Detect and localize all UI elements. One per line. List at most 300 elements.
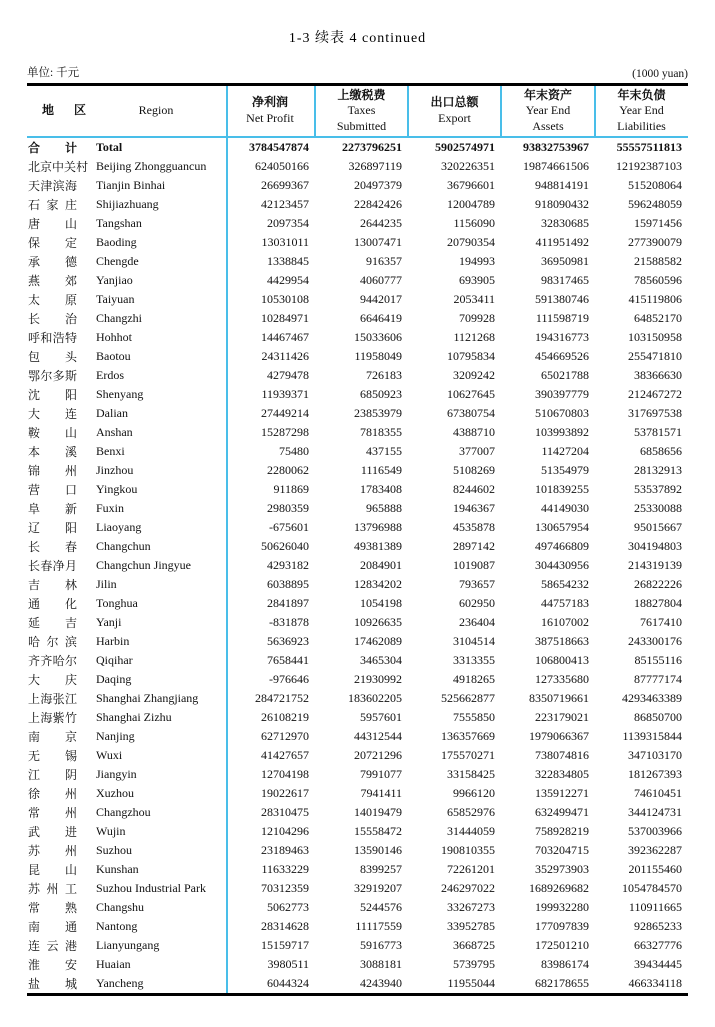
value-export: 2053411: [453, 292, 495, 306]
value-assets: 58654232: [541, 577, 589, 591]
value-export: 12004789: [447, 197, 495, 211]
value-liabilities: 85155116: [634, 653, 682, 667]
value-export: 1019087: [453, 558, 495, 572]
value-assets: 738074816: [535, 748, 589, 762]
value-assets: 703204715: [535, 843, 589, 857]
value-liabilities: 78560596: [634, 273, 682, 287]
column-header-zh: 年末资产: [523, 87, 572, 102]
value-net-profit: 14467467: [261, 330, 309, 344]
value-net-profit: 7658441: [267, 653, 309, 667]
value-liabilities: 55557511813: [616, 140, 682, 154]
table-row: [27, 879, 688, 898]
value-liabilities: 53537892: [634, 482, 682, 496]
value-export: 72261201: [447, 862, 495, 876]
value-assets: 36950981: [541, 254, 589, 268]
region-name-en: Nantong: [96, 919, 138, 933]
table-row: [27, 138, 688, 157]
value-liabilities: 92865233: [634, 919, 682, 933]
region-name-zh: 延 吉: [28, 616, 77, 630]
region-name-en: Erdos: [96, 368, 124, 382]
region-name-en: Changchun: [96, 539, 151, 553]
column-header-zh: 上缴税费: [337, 87, 386, 102]
value-assets: 510670803: [535, 406, 589, 420]
value-assets: 632499471: [535, 805, 589, 819]
value-assets: 44149030: [541, 501, 589, 515]
table-row: [27, 613, 688, 632]
region-name-zh: 鄂 尔 多 斯: [28, 369, 77, 383]
table-row: [27, 309, 688, 328]
region-name-en: Taiyuan: [96, 292, 135, 306]
value-export: 377007: [459, 444, 495, 458]
table-row: [27, 252, 688, 271]
value-net-profit: -831878: [269, 615, 309, 629]
value-liabilities: 38366630: [634, 368, 682, 382]
value-taxes: 44312544: [354, 729, 402, 743]
value-assets: 194316773: [535, 330, 589, 344]
value-taxes: 13796988: [354, 520, 402, 534]
value-liabilities: 25330088: [634, 501, 682, 515]
column-header-zh: 出口总额: [430, 95, 479, 110]
value-assets: 32830685: [541, 216, 589, 230]
value-liabilities: 21588582: [634, 254, 682, 268]
value-liabilities: 212467272: [628, 387, 682, 401]
region-name-zh: 太 原: [28, 293, 77, 307]
value-export: 31444059: [447, 824, 495, 838]
region-name-en: Yingkou: [96, 482, 138, 496]
value-liabilities: 87777174: [634, 672, 682, 686]
column-header-net-profit: [226, 86, 314, 136]
value-net-profit: 2980359: [267, 501, 309, 515]
value-assets: 130657954: [535, 520, 589, 534]
value-taxes: 1054198: [360, 596, 402, 610]
region-name-en: Jiangyin: [96, 767, 137, 781]
value-net-profit: 4293182: [267, 558, 309, 572]
value-export: 1121268: [453, 330, 495, 344]
value-taxes: 4060777: [360, 273, 402, 287]
value-net-profit: 41427657: [261, 748, 309, 762]
table-row: [27, 632, 688, 651]
region-name-zh: 阜 新: [28, 502, 77, 516]
table-row: [27, 480, 688, 499]
value-net-profit: 27449214: [261, 406, 309, 420]
column-header-en: Submitted: [336, 118, 387, 133]
column-header-zh: 净利润: [251, 95, 288, 110]
value-net-profit: 12704198: [261, 767, 309, 781]
value-taxes: 183602205: [348, 691, 402, 705]
column-header-liabilities: [594, 86, 687, 136]
table-row: [27, 898, 688, 917]
region-name-en: Shijiazhuang: [96, 197, 159, 211]
region-name-zh: 上 海 紫 竹: [28, 711, 77, 725]
value-assets: 83986174: [541, 957, 589, 971]
region-name-en: Wuxi: [96, 748, 123, 762]
region-name-en: Nanjing: [96, 729, 135, 743]
region-name-en: Shanghai Zizhu: [96, 710, 172, 724]
value-liabilities: 4293463389: [622, 691, 682, 705]
table-row: [27, 841, 688, 860]
value-assets: 591380746: [535, 292, 589, 306]
value-assets: 199932280: [535, 900, 589, 914]
value-taxes: 15033606: [354, 330, 402, 344]
table-row: [27, 499, 688, 518]
region-name-zh: 苏 州: [28, 844, 77, 858]
value-assets: 948814191: [535, 178, 589, 192]
value-assets: 44757183: [541, 596, 589, 610]
value-liabilities: 12192387103: [616, 159, 682, 173]
value-taxes: 23853979: [354, 406, 402, 420]
value-net-profit: 75480: [279, 444, 309, 458]
value-export: 5108269: [453, 463, 495, 477]
value-taxes: 20497379: [354, 178, 402, 192]
region-name-en: Jinzhou: [96, 463, 134, 477]
value-export: 9966120: [453, 786, 495, 800]
unit-row: [27, 64, 688, 80]
value-taxes: 2644235: [360, 216, 402, 230]
value-net-profit: 26699367: [261, 178, 309, 192]
region-name-zh: 燕 郊: [28, 274, 77, 288]
value-assets: 11427204: [541, 444, 589, 458]
value-export: 67380754: [447, 406, 495, 420]
value-export: 693905: [459, 273, 495, 287]
value-export: 7555850: [453, 710, 495, 724]
value-assets: 16107002: [541, 615, 589, 629]
region-name-zh: 南 京: [28, 730, 77, 744]
value-taxes: 13590146: [354, 843, 402, 857]
value-taxes: 8399257: [360, 862, 402, 876]
table-row: [27, 670, 688, 689]
region-name-en: Changzhi: [96, 311, 142, 325]
region-name-en: Total: [96, 140, 123, 154]
value-net-profit: 2841897: [267, 596, 309, 610]
region-name-en: Shanghai Zhangjiang: [96, 691, 199, 705]
value-export: 33952785: [447, 919, 495, 933]
value-liabilities: 255471810: [628, 349, 682, 363]
region-name-en: Yancheng: [96, 976, 144, 990]
region-name-en: Jilin: [96, 577, 117, 591]
value-net-profit: 19022617: [261, 786, 309, 800]
region-name-zh: 鞍 山: [28, 426, 77, 440]
value-liabilities: 304194803: [628, 539, 682, 553]
region-name-en: Fuxin: [96, 501, 125, 515]
region-name-zh: 无 锡: [28, 749, 77, 763]
table-row: [27, 195, 688, 214]
value-export: 194993: [459, 254, 495, 268]
value-net-profit: 28310475: [261, 805, 309, 819]
value-liabilities: 95015667: [634, 520, 682, 534]
region-name-en: Harbin: [96, 634, 130, 648]
region-name-en: Yanjiao: [96, 273, 133, 287]
region-name-en: Shenyang: [96, 387, 144, 401]
column-header-export: [407, 86, 500, 136]
value-liabilities: 66327776: [634, 938, 682, 952]
value-assets: 51354979: [541, 463, 589, 477]
value-net-profit: 3980511: [267, 957, 309, 971]
value-net-profit: 624050166: [255, 159, 309, 173]
region-name-en: Xuzhou: [96, 786, 134, 800]
table-row: [27, 442, 688, 461]
value-net-profit: 70312359: [261, 881, 309, 895]
region-name-zh: 武 进: [28, 825, 77, 839]
region-name-en: Chengde: [96, 254, 139, 268]
value-net-profit: 911869: [273, 482, 309, 496]
column-header-en: Liabilities: [617, 118, 666, 133]
region-name-zh: 唐 山: [28, 217, 77, 231]
region-name-en: Liaoyang: [96, 520, 142, 534]
value-assets: 352973903: [535, 862, 589, 876]
table-row: [27, 955, 688, 974]
value-export: 236404: [459, 615, 495, 629]
region-name-zh: 保 定: [28, 236, 77, 250]
value-liabilities: 15971456: [634, 216, 682, 230]
value-liabilities: 28132913: [634, 463, 682, 477]
value-liabilities: 277390079: [628, 235, 682, 249]
value-liabilities: 1054784570: [622, 881, 682, 895]
value-export: 10795834: [447, 349, 495, 363]
value-assets: 111598719: [535, 311, 589, 325]
column-header-en: Year End: [619, 103, 664, 118]
region-name-zh: 齐 齐 哈 尔: [28, 654, 77, 668]
value-net-profit: 5636923: [267, 634, 309, 648]
value-taxes: 12834202: [354, 577, 402, 591]
value-liabilities: 537003966: [628, 824, 682, 838]
region-name-zh: 长 春: [28, 540, 77, 554]
value-taxes: 7941411: [360, 786, 402, 800]
value-taxes: 13007471: [354, 235, 402, 249]
table-row: [27, 575, 688, 594]
value-taxes: 326897119: [348, 159, 402, 173]
region-name-zh: 大 庆: [28, 673, 77, 687]
table-row: [27, 936, 688, 955]
column-header-en: Taxes: [347, 103, 376, 118]
column-header-en: Net Profit: [246, 111, 294, 125]
value-net-profit: 2097354: [267, 216, 309, 230]
column-header-taxes: [314, 86, 407, 136]
table-row: [27, 594, 688, 613]
region-name-en: Changzhou: [96, 805, 151, 819]
table-row: [27, 157, 688, 176]
column-header-en: Year End: [525, 103, 571, 118]
region-name-en: Lianyungang: [96, 938, 160, 952]
table-row: [27, 385, 688, 404]
value-export: 1156090: [453, 216, 495, 230]
table-row: [27, 176, 688, 195]
value-taxes: 726183: [366, 368, 402, 382]
value-net-profit: 62712970: [261, 729, 309, 743]
value-taxes: 437155: [366, 444, 402, 458]
value-taxes: 20721296: [354, 748, 402, 762]
region-name-zh: 淮 安: [28, 958, 77, 972]
region-name-zh: 江 阴: [28, 768, 77, 782]
value-liabilities: 181267393: [628, 767, 682, 781]
region-name-en: Daqing: [96, 672, 132, 686]
region-name-zh: 上 海 张 江: [28, 692, 77, 706]
value-liabilities: 243300176: [628, 634, 682, 648]
value-assets: 106800413: [535, 653, 589, 667]
value-assets: 454669526: [535, 349, 589, 363]
value-taxes: 11958049: [354, 349, 402, 363]
value-export: 525662877: [441, 691, 495, 705]
region-name-zh: 沈 阳: [28, 388, 77, 402]
value-net-profit: -675601: [269, 520, 309, 534]
value-liabilities: 596248059: [628, 197, 682, 211]
value-assets: 322834805: [535, 767, 589, 781]
region-name-zh: 盐 城: [28, 977, 77, 991]
value-taxes: 5244576: [360, 900, 402, 914]
value-taxes: 5916773: [360, 938, 402, 952]
region-name-zh: 徐 州: [28, 787, 77, 801]
value-net-profit: 13031011: [261, 235, 309, 249]
value-liabilities: 515208064: [628, 178, 682, 192]
value-export: 793657: [459, 577, 495, 591]
value-net-profit: 2280062: [267, 463, 309, 477]
value-export: 190810355: [441, 843, 495, 857]
value-taxes: 15558472: [354, 824, 402, 838]
region-name-zh: 本 溪: [28, 445, 77, 459]
table-body: [27, 138, 688, 993]
value-assets: 1689269682: [529, 881, 589, 895]
region-name-zh: 连 云 港: [28, 939, 77, 953]
value-liabilities: 18827804: [634, 596, 682, 610]
value-taxes: 965888: [366, 501, 402, 515]
region-header-en: Region: [138, 103, 174, 118]
table-row: [27, 461, 688, 480]
value-net-profit: 28314628: [261, 919, 309, 933]
table-row: [27, 214, 688, 233]
region-name-en: Suzhou: [96, 843, 132, 857]
value-export: 10627645: [447, 387, 495, 401]
region-name-en: Anshan: [96, 425, 133, 439]
table-row: [27, 727, 688, 746]
value-assets: 98317465: [541, 273, 589, 287]
value-assets: 682178655: [535, 976, 589, 990]
value-net-profit: 6044324: [267, 976, 309, 990]
value-liabilities: 110911665: [628, 900, 682, 914]
value-taxes: 4243940: [360, 976, 402, 990]
value-net-profit: 42123457: [261, 197, 309, 211]
table-row: [27, 290, 688, 309]
value-taxes: 3465304: [360, 653, 402, 667]
value-taxes: 1783408: [360, 482, 402, 496]
value-assets: 304430956: [535, 558, 589, 572]
value-liabilities: 317697538: [628, 406, 682, 420]
column-header-region: [27, 86, 226, 136]
value-taxes: 32919207: [354, 881, 402, 895]
region-name-zh: 哈 尔 滨: [28, 635, 77, 649]
value-taxes: 11117559: [355, 919, 402, 933]
column-header-zh: 年末负债: [617, 87, 666, 102]
value-taxes: 49381389: [354, 539, 402, 553]
value-net-profit: -976646: [269, 672, 309, 686]
region-name-en: Suzhou Industrial Park: [96, 881, 206, 895]
value-liabilities: 64852170: [634, 311, 682, 325]
table-row: [27, 974, 688, 993]
table-row: [27, 233, 688, 252]
value-assets: 411951492: [535, 235, 589, 249]
value-export: 1946367: [453, 501, 495, 515]
table-row: [27, 328, 688, 347]
value-net-profit: 4429954: [267, 273, 309, 287]
region-name-zh: 长 春 净 月: [28, 559, 77, 573]
value-net-profit: 10530108: [261, 292, 309, 306]
value-taxes: 17462089: [354, 634, 402, 648]
region-name-en: Dalian: [96, 406, 128, 420]
region-name-zh: 长 治: [28, 312, 77, 326]
value-liabilities: 201155460: [628, 862, 682, 876]
region-name-zh: 苏 州 工: [28, 882, 77, 896]
value-export: 8244602: [453, 482, 495, 496]
bottom-rule: [27, 993, 688, 996]
region-name-en: Wujin: [96, 824, 126, 838]
value-net-profit: 15287298: [261, 425, 309, 439]
region-name-zh: 合 计: [28, 141, 77, 155]
table-row: [27, 556, 688, 575]
region-name-en: Changchun Jingyue: [96, 558, 191, 572]
value-assets: 127335680: [535, 672, 589, 686]
value-liabilities: 86850700: [634, 710, 682, 724]
value-taxes: 1116549: [360, 463, 402, 477]
value-liabilities: 7617410: [640, 615, 682, 629]
value-export: 136357669: [441, 729, 495, 743]
value-net-profit: 23189463: [261, 843, 309, 857]
value-export: 175570271: [441, 748, 495, 762]
table-header: [27, 86, 688, 136]
value-liabilities: 344124731: [628, 805, 682, 819]
table-row: [27, 271, 688, 290]
value-export: 2897142: [453, 539, 495, 553]
value-taxes: 2084901: [360, 558, 402, 572]
table-row: [27, 347, 688, 366]
value-export: 36796601: [447, 178, 495, 192]
value-taxes: 10926635: [354, 615, 402, 629]
value-assets: 19874661506: [523, 159, 589, 173]
value-liabilities: 415119806: [628, 292, 682, 306]
value-taxes: 21930992: [354, 672, 402, 686]
region-name-zh: 天 津 滨 海: [28, 179, 77, 193]
region-name-en: Changshu: [96, 900, 144, 914]
region-name-zh: 常 州: [28, 806, 77, 820]
value-net-profit: 3784547874: [249, 140, 309, 154]
value-taxes: 2273796251: [342, 140, 402, 154]
table-row: [27, 689, 688, 708]
region-header-zh: 地 区: [42, 103, 86, 118]
value-taxes: 5957601: [360, 710, 402, 724]
value-net-profit: 26108219: [261, 710, 309, 724]
value-export: 65852976: [447, 805, 495, 819]
value-net-profit: 24311426: [261, 349, 309, 363]
value-liabilities: 214319139: [628, 558, 682, 572]
value-taxes: 14019479: [354, 805, 402, 819]
value-net-profit: 11939371: [261, 387, 309, 401]
statistics-table: [27, 83, 688, 996]
value-export: 4388710: [453, 425, 495, 439]
table-row: [27, 537, 688, 556]
region-name-zh: 通 化: [28, 597, 77, 611]
value-export: 20790354: [447, 235, 495, 249]
value-assets: 390397779: [535, 387, 589, 401]
region-name-zh: 昆 山: [28, 863, 77, 877]
region-name-zh: 锦 州: [28, 464, 77, 478]
value-net-profit: 10284971: [261, 311, 309, 325]
value-assets: 172501210: [535, 938, 589, 952]
region-name-zh: 辽 阳: [28, 521, 77, 535]
value-export: 33158425: [447, 767, 495, 781]
table-row: [27, 708, 688, 727]
value-assets: 135912271: [535, 786, 589, 800]
table-row: [27, 366, 688, 385]
table-row: [27, 765, 688, 784]
region-name-en: Tonghua: [96, 596, 138, 610]
table-row: [27, 784, 688, 803]
